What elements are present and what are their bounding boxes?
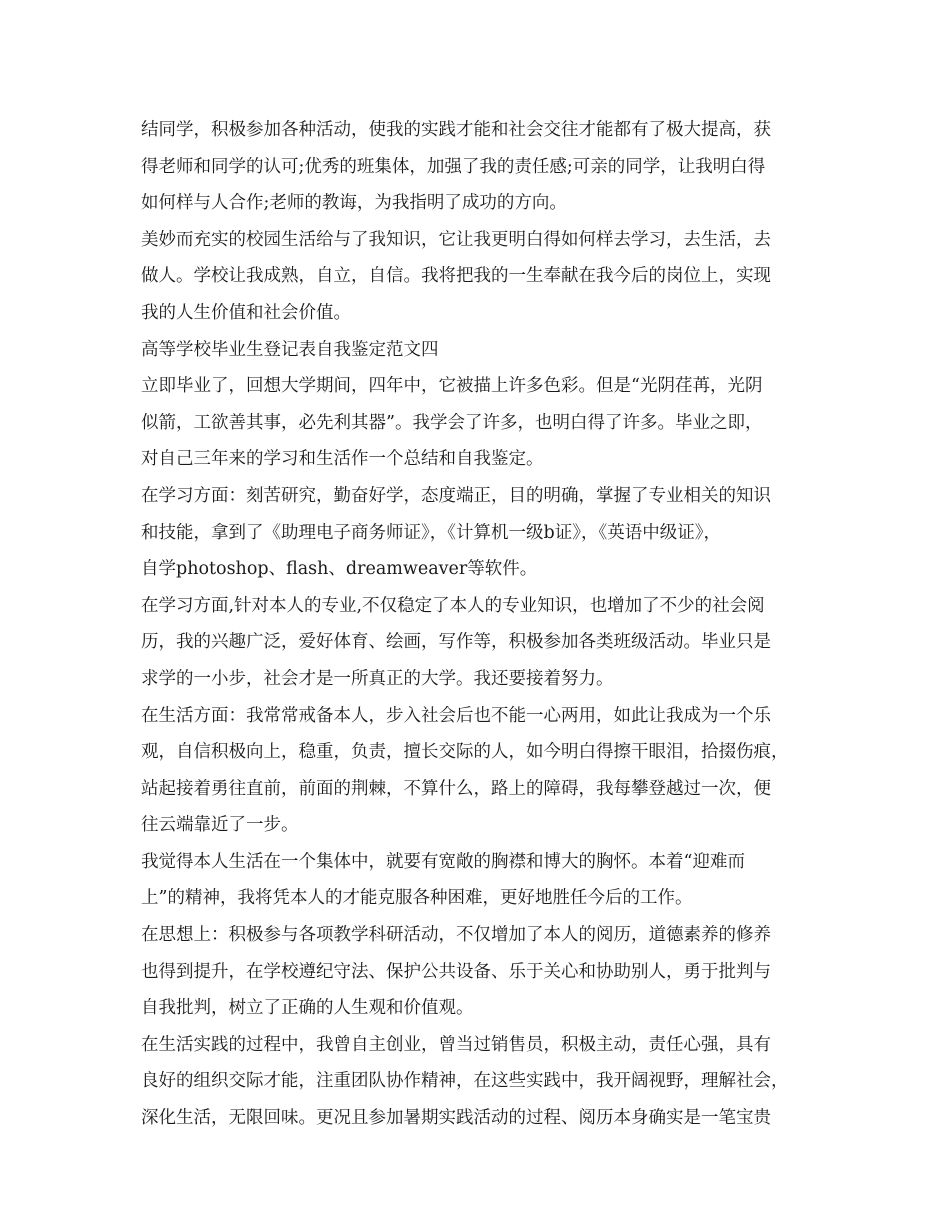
paragraph-1 — [141, 112, 831, 222]
text-line: 和技能，拿到了《助理电子商务师证》，《计算机一级b证》，《英语中级证》， — [141, 522, 721, 543]
paragraph-9 — [141, 917, 831, 1027]
text-line: 站起接着勇往直前，前面的荆棘，不算什么，路上的障碍，我每攀登越过一次，便 — [141, 778, 771, 799]
text-line: 美妙而充实的校园生活给与了我知识，它让我更明白得如何样去学习，去生活，去 — [141, 229, 771, 250]
text-line: 在学习方面：刻苦研究，勤奋好学，态度端正，目的明确，掌握了专业相关的知识 — [141, 485, 771, 506]
paragraph-5 — [141, 478, 831, 588]
text-line: 如何样与人合作;老师的教诲，为我指明了成功的方向。 — [141, 193, 567, 214]
paragraph-8 — [141, 844, 831, 917]
text-line: 自我批判，树立了正确的人生观和价值观。 — [141, 998, 474, 1019]
paragraph-2 — [141, 222, 831, 332]
text-line: 良好的组织交际才能，注重团队协作精神，在这些实践中，我开阔视野，理解社会， — [141, 1071, 789, 1092]
heading-line: 高等学校毕业生登记表自我鉴定范文四 — [141, 339, 439, 360]
text-line: 在思想上：积极参与各项教学科研活动，不仅增加了本人的阅历，道德素养的修养 — [141, 925, 771, 946]
text-line: 历，我的兴趣广泛，爱好体育、绘画，写作等，积极参加各类班级活动。毕业只是 — [141, 632, 771, 653]
text-line: 我的人生价值和社会价值。 — [141, 302, 351, 323]
text-line: 往云端靠近了一步。 — [141, 815, 299, 836]
text-line: 上”的精神，我将凭本人的才能克服各种困难，更好地胜任今后的工作。 — [141, 888, 693, 909]
text-line: 在生活实践的过程中，我曾自主创业，曾当过销售员，积极主动，责任心强，具有 — [141, 1034, 771, 1055]
text-line: 求学的一小步，社会才是一所真正的大学。我还要接着努力。 — [141, 668, 614, 689]
text-line: 也得到提升，在学校遵纪守法、保护公共设备、乐于关心和协助别人，勇于批判与 — [141, 961, 771, 982]
paragraph-6 — [141, 588, 831, 698]
text-line: 自学photoshop、flash、dreamweaver等软件。 — [141, 559, 538, 580]
text-line: 在生活方面：我常常戒备本人，步入社会后也不能一心两用，如此让我成为一个乐 — [141, 705, 771, 726]
text-line: 观，自信积极向上，稳重，负责，擅长交际的人，如今明白得擦干眼泪，拾掇伤痕， — [141, 742, 789, 763]
text-line: 深化生活，无限回味。更况且参加暑期实践活动的过程、阅历本身确实是一笔宝贵 — [141, 1108, 771, 1129]
section-heading — [141, 332, 831, 369]
paragraph-7 — [141, 698, 831, 844]
paragraph-10 — [141, 1027, 831, 1137]
text-line: 做人。学校让我成熟，自立，自信。我将把我的一生奉献在我今后的岗位上，实现 — [141, 266, 771, 287]
document-body — [141, 112, 831, 1137]
paragraph-4 — [141, 368, 831, 478]
text-line: 得老师和同学的认可;优秀的班集体，加强了我的责任感;可亲的同学，让我明白得 — [141, 156, 766, 177]
text-line: 似箭，工欲善其事，必先利其器”。我学会了许多，也明白得了许多。毕业之即， — [141, 412, 763, 433]
text-line: 立即毕业了，回想大学期间，四年中，它被描上许多色彩。但是“光阴荏苒，光阴 — [141, 376, 763, 397]
text-line: 结同学，积极参加各种活动，使我的实践才能和社会交往才能都有了极大提高，获 — [141, 120, 771, 140]
text-line: 在学习方面,针对本人的专业,不仅稳定了本人的专业知识，也增加了不少的社会阅 — [141, 595, 765, 616]
text-line: 我觉得本人生活在一个集体中，就要有宽敞的胸襟和博大的胸怀。本着“迎难而 — [141, 851, 745, 872]
text-line: 对自己三年来的学习和生活作一个总结和自我鉴定。 — [141, 449, 544, 470]
